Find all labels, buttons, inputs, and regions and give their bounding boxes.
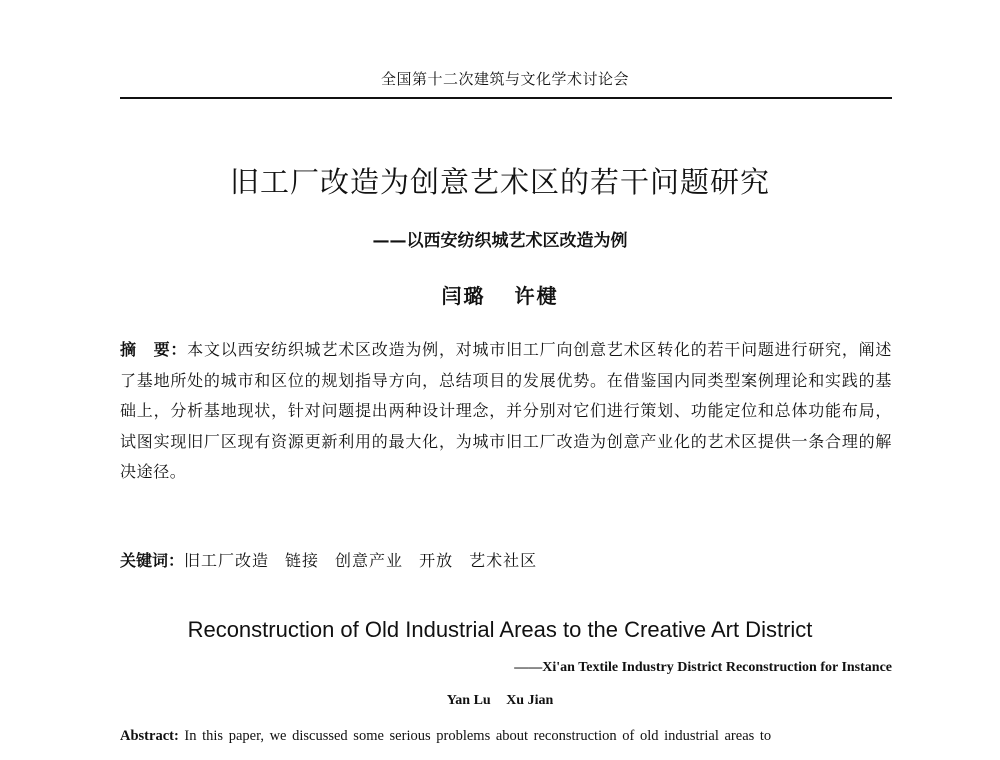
english-title: Reconstruction of Old Industrial Areas to the Creative Art District: [187, 617, 813, 642]
abstract-label: 摘 要：: [120, 340, 188, 359]
abstract-english: [120, 728, 900, 745]
paper-title: 旧工厂改造为创意艺术区的若干问题研究: [229, 165, 770, 199]
keyword: 创意产业: [335, 551, 404, 570]
author-name: 许楗: [514, 284, 559, 308]
paper-subtitle: ——以西安纺织城艺术区改造为例: [372, 231, 628, 251]
english-subtitle: ——Xi'an Textile Industry District Reconstruction for Instance: [514, 660, 892, 675]
english-author-name: Xu Jian: [506, 693, 554, 708]
english-author-name: Yan Lu: [446, 693, 491, 708]
keyword: 旧工厂改造: [184, 551, 270, 570]
keywords-label: 关键词：: [120, 551, 185, 570]
english-author-list: [0, 693, 1000, 709]
english-abstract-text: In this paper, we discussed some serious problems about reconstruction of old industrial areas to: [178, 728, 772, 744]
running-header: 全国第十二次建筑与文化学术讨论会: [380, 70, 629, 88]
abstract-text: 本文以西安纺织城艺术区改造为例，对城市旧工厂向创意艺术区转化的若干问题进行研究，阐述了基地所处的城市和区位的规划指导方向，总结项目的发展优势。在借鉴国内同类型案例理论和实践的基础上，分析基地现状，针对问题提出两种设计理念，并分别对它们进行策划、功能定位和总体功能布局，试图实现旧厂区现有资源更新利用的最大化，为城市旧工厂改造为创意产业化的艺术区提供一条合理的解决途径。: [120, 340, 893, 481]
keyword: 艺术社区: [469, 551, 538, 570]
english-abstract-label: Abstract:: [120, 728, 179, 744]
header-rule: [120, 97, 892, 99]
keyword: 开放: [419, 551, 454, 570]
author-list: [0, 280, 1000, 309]
keywords: [120, 548, 892, 571]
keyword: 链接: [285, 551, 320, 570]
abstract-chinese: [120, 335, 892, 488]
author-name: 闫璐: [441, 284, 486, 308]
